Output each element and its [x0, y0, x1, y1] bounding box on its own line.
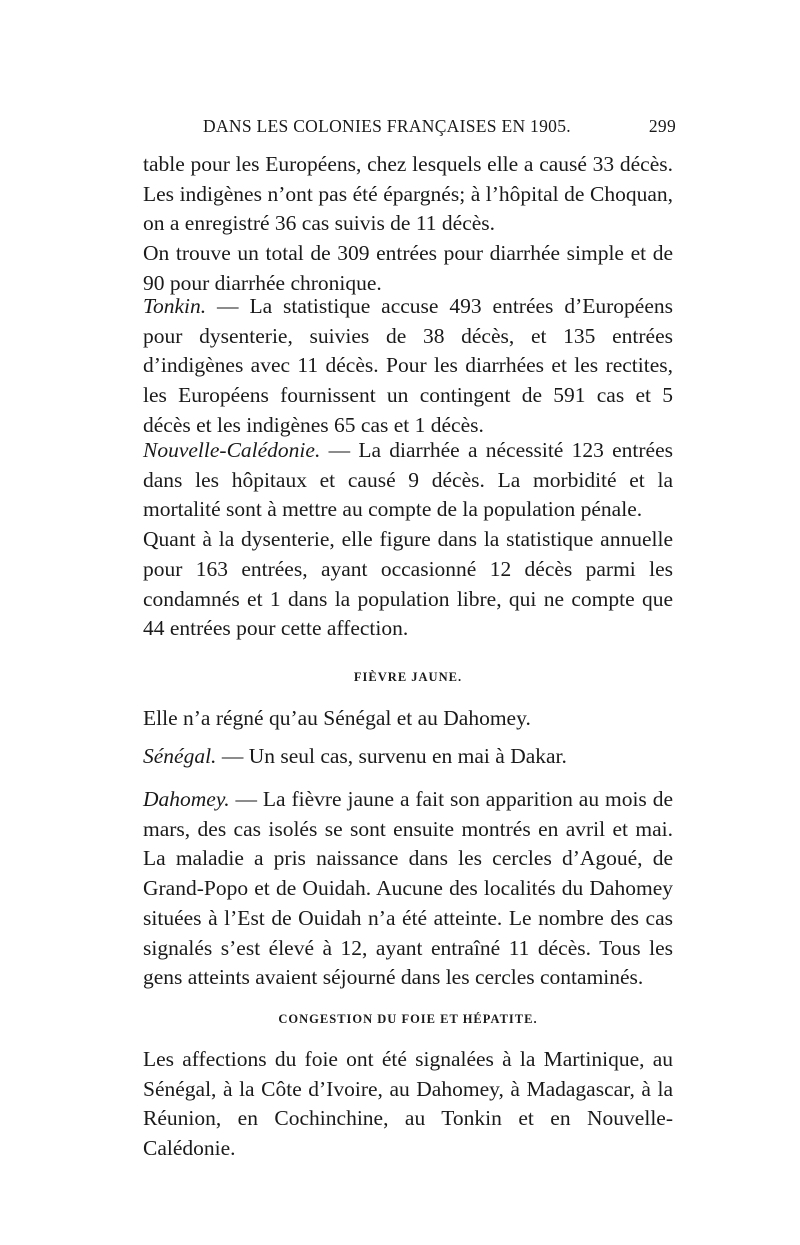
paragraph-fievre-intro: Elle n’a régné qu’au Sénégal et au Dahomey. — [143, 706, 531, 730]
page-number: 299 — [648, 116, 676, 136]
text-block-top — [143, 150, 673, 299]
text-block-fievre-jaune — [143, 704, 673, 734]
text-block-caledonie — [143, 436, 673, 644]
paragraph-continued: table pour les Européens, chez lesquels elle a causé 33 décès. Les indigènes n’ont pas été épargnés; à l’hôpital de Choquan, on a enregistré 36 cas suivis de 11 décès. — [143, 152, 673, 236]
section-heading-congestion: CONGESTION DU FOIE ET HÉPATITE. — [278, 1012, 538, 1026]
body-senegal: — Un seul cas, survenu en mai à Dakar. — [216, 744, 567, 768]
paragraph-tonkin — [143, 292, 673, 441]
paragraph-dysenterie: Quant à la dysenterie, elle figure dans la statistique annuelle pour 163 entrées, ayant occasionné 12 décès parmi les condamnés et 1 dans la population libre, qui ne compte que 44 entrées pour cette affection. — [143, 527, 673, 641]
lead-senegal: Sénégal. — [143, 744, 217, 768]
body-dahomey: — La fièvre jaune a fait son apparition au mois de mars, des cas isolés se sont ensuite montrés en avril et mai. La maladie a pris naissance dans les cercles d’Agoué, de Grand-Popo et de Ouidah. Aucune des localités du Dahomey situées à l’Est de Ouidah n’a été atteinte. Le nombre des cas signalés s’est élevé à 12, ayant entraîné 11 décès. Tous les gens atteints avaient séjourné dans les cercles contaminés. — [143, 787, 673, 990]
lead-dahomey: Dahomey. — [143, 787, 230, 811]
paragraph-dahomey — [143, 785, 673, 993]
running-title: DANS LES COLONIES FRANÇAISES EN 1905. — [203, 116, 571, 136]
paragraph-senegal — [143, 742, 673, 772]
body-caledonie: — La diarrhée a nécessité 123 entrées dans les hôpitaux et causé 9 décès. La morbidité et la mortalité sont à mettre au compte de la population pénale. — [143, 438, 673, 522]
section-heading-fievre-jaune: FIÈVRE JAUNE. — [353, 670, 463, 684]
lead-tonkin: Tonkin. — [143, 294, 207, 318]
paragraph-foie: Les affections du foie ont été signalées à la Martinique, au Sénégal, à la Côte d’Ivoire, au Dahomey, à Madagascar, à la Réunion, en Cochinchine, au Tonkin et en Nouvelle-Calédonie. — [143, 1047, 673, 1161]
paragraph-total: On trouve un total de 309 entrées pour diarrhée simple et de 90 pour diarrhée chronique. — [143, 241, 673, 295]
text-block-tonkin — [143, 292, 673, 441]
text-block-foie — [143, 1045, 673, 1164]
paragraph-caledonie — [143, 436, 673, 525]
text-block-dahomey — [143, 785, 673, 993]
text-block-senegal — [143, 742, 673, 772]
body-tonkin: — La statistique accuse 493 entrées d’Européens pour dysenterie, suivies de 38 décès, et 135 entrées d’indigènes avec 11 décès. Pour les diarrhées et les rectites, les Européens fournissent un contingent de 591 cas et 5 décès et les indigènes 65 cas et 1 décès. — [143, 294, 673, 437]
lead-caledonie: Nouvelle-Calédonie. — [143, 438, 321, 462]
running-header — [143, 116, 676, 137]
